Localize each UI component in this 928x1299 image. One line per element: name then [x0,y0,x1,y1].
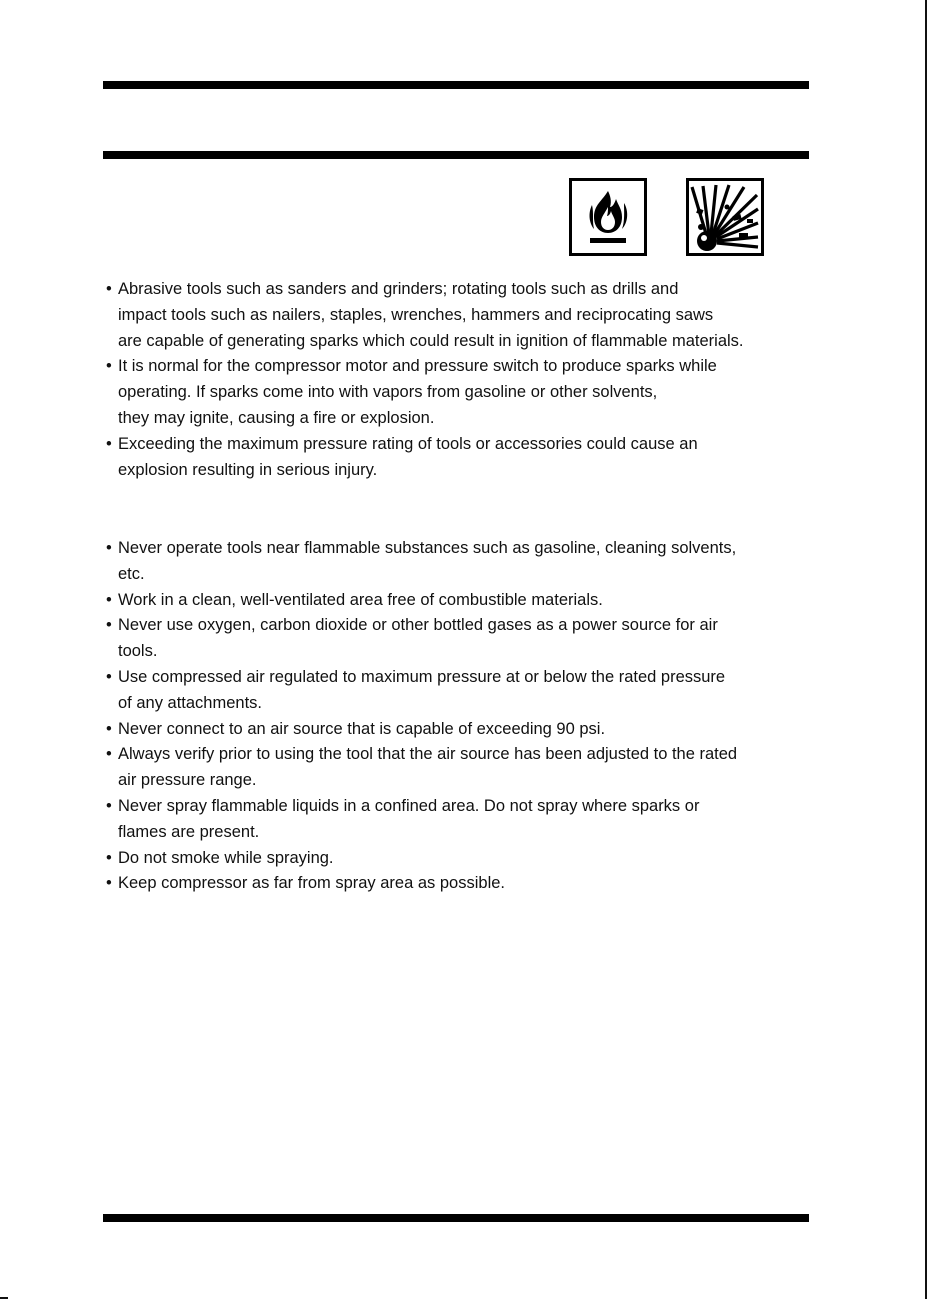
list-item: • Exceeding the maximum pressure rating of tools or accessories could cause an explosion resulting in serious injury. [106,432,826,484]
list-item: • Do not smoke while spraying. [106,846,826,872]
bottom-rule [103,1214,809,1222]
header-rule [103,151,809,159]
list-item: • It is normal for the compressor motor and pressure switch to produce sparks while operating. If sparks come into with vapors from gasoline or other solvents, they may ignite, causing a fire or explosion. [106,354,826,431]
list-item: • Never connect to an air source that is capable of exceeding 90 psi. [106,717,826,743]
top-rule [103,81,809,89]
explosive-icon [686,178,764,256]
hazard-list [106,277,826,483]
list-item: • Never spray flammable liquids in a confined area. Do not spray where sparks or flames are present. [106,794,826,846]
flammable-icon [569,178,647,256]
precaution-list [106,536,826,897]
page-edge [925,0,927,1299]
list-item: • Abrasive tools such as sanders and grinders; rotating tools such as drills and impact tools such as nailers, staples, wrenches, hammers and reciprocating saws are capable of generating sparks which could result in ignition of flammable materials. [106,277,826,354]
list-item: • Keep compressor as far from spray area as possible. [106,871,826,897]
list-item: • Use compressed air regulated to maximum pressure at or below the rated pressure of any attachments. [106,665,826,717]
list-item: • Always verify prior to using the tool that the air source has been adjusted to the rated air pressure range. [106,742,826,794]
list-item: • Never use oxygen, carbon dioxide or other bottled gases as a power source for air tools. [106,613,826,665]
list-item: • Never operate tools near flammable substances such as gasoline, cleaning solvents, etc. [106,536,826,588]
list-item: • Work in a clean, well-ventilated area free of combustible materials. [106,588,826,614]
